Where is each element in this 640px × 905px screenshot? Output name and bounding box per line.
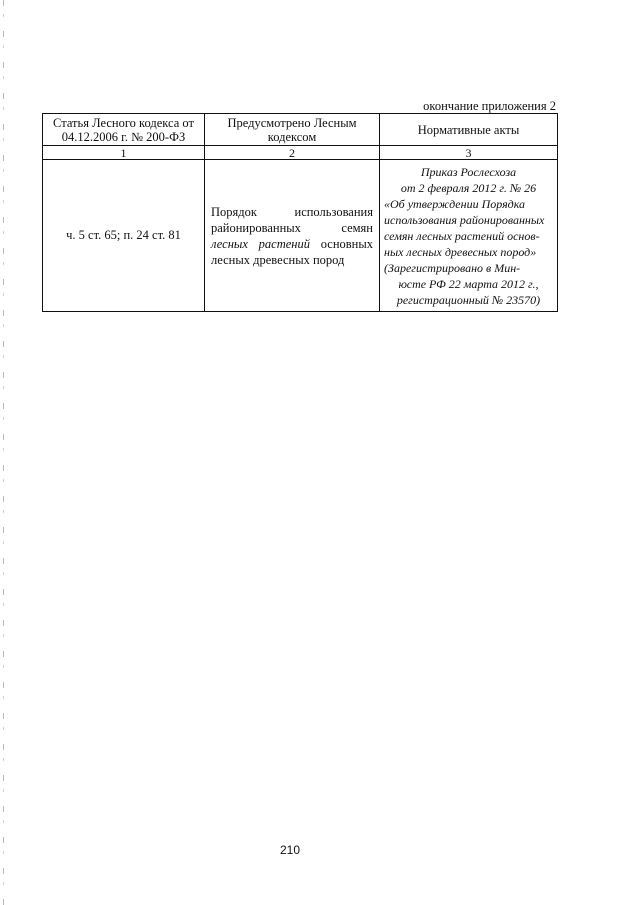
column-number-2: 2 bbox=[205, 146, 380, 160]
act-line: (Зарегистрировано в Мин- bbox=[384, 260, 521, 275]
appendix-caption: окончание приложения 2 bbox=[423, 99, 556, 113]
act-line: ных лесных древесных пород» bbox=[384, 244, 537, 259]
scan-edge-artifact bbox=[3, 0, 4, 905]
column-number-3: 3 bbox=[380, 146, 558, 160]
article-cell: ч. 5 ст. 65; п. 24 ст. 81 bbox=[43, 160, 205, 312]
table-header-row bbox=[43, 114, 558, 146]
column-number-1: 1 bbox=[43, 146, 205, 160]
act-line: использования районированных bbox=[384, 212, 545, 227]
table-row bbox=[43, 160, 558, 312]
header-article: Статья Лесного кодекса от 04.12.2006 г. № 200-ФЗ bbox=[43, 114, 205, 146]
acts-cell bbox=[380, 160, 558, 312]
act-line: юсте РФ 22 марта 2012 г., bbox=[398, 276, 539, 291]
act-line: семян лесных растений основ- bbox=[384, 228, 540, 243]
header-provided: Предусмотрено Лесным кодексом bbox=[205, 114, 380, 146]
header-acts: Нормативные акты bbox=[380, 114, 558, 146]
act-line: регистрационный № 23570) bbox=[396, 292, 541, 307]
provided-italic-text: лесных растений bbox=[211, 236, 310, 251]
regulation-table bbox=[42, 113, 558, 312]
provided-text: Порядок использования районированных семян bbox=[211, 204, 373, 235]
page-number: 210 bbox=[279, 843, 301, 857]
act-line: от 2 февраля 2012 г. № 26 bbox=[400, 180, 537, 195]
act-line: «Об утверждении Порядка bbox=[384, 196, 526, 211]
provided-cell bbox=[205, 160, 380, 312]
column-number-row bbox=[43, 146, 558, 160]
provided-tail-text: основных лесных древесных пород bbox=[211, 236, 373, 267]
act-line: Приказ Рослесхоза bbox=[420, 164, 517, 179]
